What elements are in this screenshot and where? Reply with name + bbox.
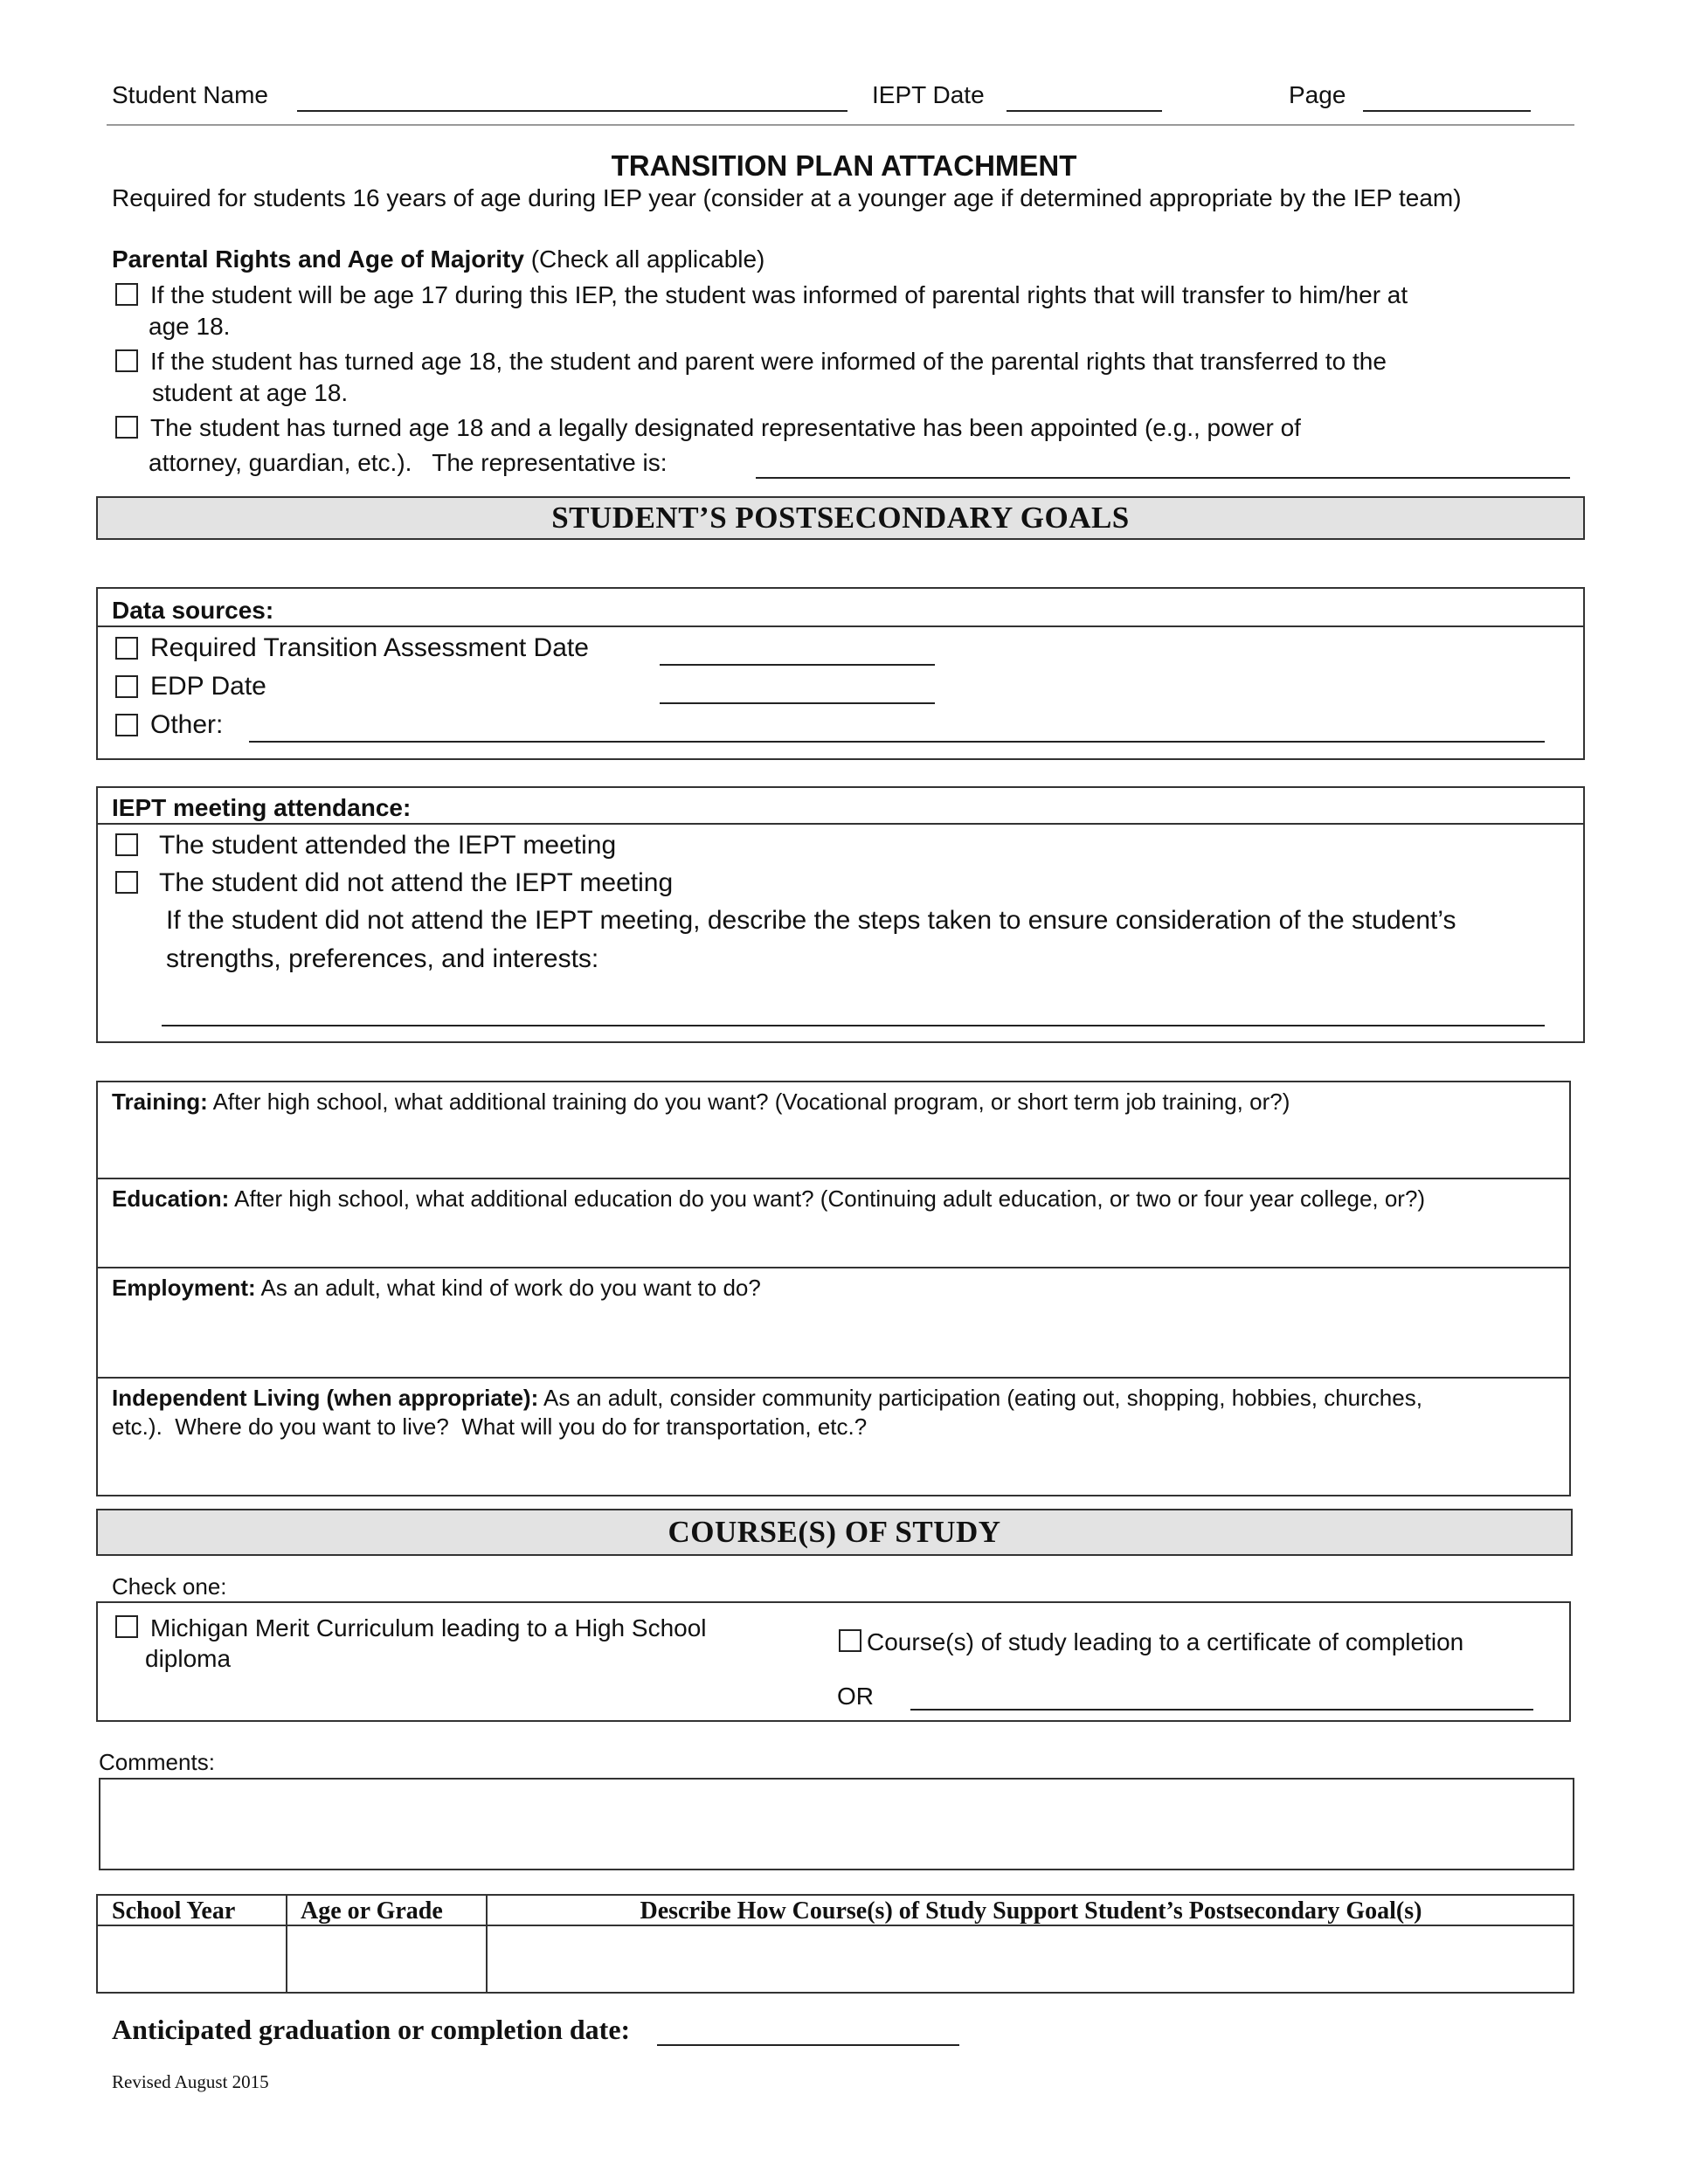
checkbox-student-attended[interactable] bbox=[115, 833, 138, 856]
parental-rights-heading bbox=[112, 245, 764, 274]
student-attended-label: The student attended the IEPT meeting bbox=[159, 831, 617, 860]
comments-label: Comments: bbox=[99, 1749, 215, 1775]
comments-field[interactable] bbox=[99, 1778, 1574, 1870]
check-one-label: Check one: bbox=[112, 1573, 227, 1600]
transition-assessment-label: Required Transition Assessment Date bbox=[150, 633, 589, 662]
iept-date-field[interactable] bbox=[1007, 110, 1162, 112]
graduation-label: Anticipated graduation or completion date: bbox=[112, 2014, 631, 2045]
goals-divider-1 bbox=[96, 1178, 1571, 1179]
certificate-completion-label: Course(s) of study leading to a certificate of completion bbox=[867, 1628, 1464, 1655]
checkbox-representative-appointed[interactable] bbox=[115, 416, 138, 439]
age-17-text-line1: If the student will be age 17 during this IEP, the student was informed of parental rights that will transfer to him/her at bbox=[150, 281, 1408, 308]
student-name-field[interactable] bbox=[297, 110, 847, 112]
goal-training[interactable] bbox=[112, 1088, 1290, 1116]
checkbox-certificate-completion[interactable] bbox=[839, 1629, 861, 1652]
goal-independent-living[interactable] bbox=[112, 1384, 1422, 1412]
age-18-text-line2: student at age 18. bbox=[152, 379, 349, 406]
col-header-school-year: School Year bbox=[112, 1897, 236, 1925]
representative-name-field[interactable] bbox=[756, 477, 1570, 479]
other-source-label: Other: bbox=[150, 710, 224, 739]
goals-divider-3 bbox=[96, 1377, 1571, 1379]
checkbox-transition-assessment[interactable] bbox=[115, 637, 138, 660]
checkbox-age-17-informed[interactable] bbox=[115, 283, 138, 306]
goal-independent-living-label: Independent Living (when appropriate): bbox=[112, 1385, 539, 1411]
col-header-describe: Describe How Course(s) of Study Support Student’s Postsecondary Goal(s) bbox=[640, 1897, 1422, 1925]
data-sources-heading: Data sources: bbox=[112, 597, 274, 624]
attendance-describe-line2: strengths, preferences, and interests: bbox=[166, 944, 599, 973]
goal-independent-living-text2: etc.). Where do you want to live? What will you do for transportation, etc.? bbox=[112, 1413, 868, 1440]
attendance-divider bbox=[96, 823, 1585, 825]
edp-date-label: EDP Date bbox=[150, 672, 266, 701]
checkbox-student-not-attended[interactable] bbox=[115, 871, 138, 894]
goal-employment[interactable] bbox=[112, 1274, 761, 1302]
page-title: TRANSITION PLAN ATTACHMENT bbox=[611, 149, 1077, 182]
goal-education-label: Education: bbox=[112, 1185, 230, 1212]
goal-education-text: After high school, what additional education do you want? (Continuing adult education, or two or four year college, or?) bbox=[234, 1185, 1426, 1212]
page-subtitle: Required for students 16 years of age during IEP year (consider at a younger age if determined appropriate by the IEP team) bbox=[112, 184, 1462, 211]
cell-describe[interactable] bbox=[488, 1926, 1573, 1992]
parental-rights-note: (Check all applicable) bbox=[530, 245, 765, 273]
data-sources-divider bbox=[96, 625, 1585, 627]
graduation-date-field[interactable] bbox=[657, 2044, 959, 2046]
goal-independent-living-text: As an adult, consider community participation (eating out, shopping, hobbies, churches, bbox=[543, 1385, 1422, 1411]
attendance-describe-line1: If the student did not attend the IEPT meeting, describe the steps taken to ensure consideration of the student’s bbox=[166, 906, 1456, 935]
checkbox-edp-date[interactable] bbox=[115, 675, 138, 698]
page-field[interactable] bbox=[1363, 110, 1531, 112]
cell-age-grade[interactable] bbox=[287, 1926, 486, 1992]
goals-divider-2 bbox=[96, 1267, 1571, 1268]
cell-school-year[interactable] bbox=[98, 1926, 286, 1992]
goal-education[interactable] bbox=[112, 1185, 1425, 1213]
revised-footer: Revised August 2015 bbox=[112, 2071, 269, 2092]
attendance-describe-field[interactable] bbox=[162, 1025, 1545, 1026]
header-divider bbox=[107, 124, 1574, 126]
checkbox-michigan-merit[interactable] bbox=[115, 1615, 138, 1638]
age-18-text-line1: If the student has turned age 18, the student and parent were informed of the parental rights that transferred to the bbox=[150, 348, 1387, 375]
course-of-study-banner: COURSE(S) OF STUDY bbox=[96, 1509, 1573, 1556]
other-source-field[interactable] bbox=[249, 741, 1545, 743]
goal-training-label: Training: bbox=[112, 1089, 208, 1115]
goal-employment-text: As an adult, what kind of work do you want to do? bbox=[260, 1275, 761, 1301]
edp-date-field[interactable] bbox=[660, 702, 935, 704]
data-sources-box bbox=[96, 587, 1585, 760]
student-name-label: Student Name bbox=[112, 81, 268, 108]
col-header-age-grade: Age or Grade bbox=[301, 1897, 443, 1925]
course-other-field[interactable] bbox=[910, 1709, 1533, 1711]
checkbox-other-source[interactable] bbox=[115, 714, 138, 736]
postsecondary-goals-banner: STUDENT’S POSTSECONDARY GOALS bbox=[96, 496, 1585, 540]
age-17-text-line2: age 18. bbox=[149, 313, 231, 340]
attendance-heading: IEPT meeting attendance: bbox=[112, 794, 412, 821]
checkbox-age-18-informed[interactable] bbox=[115, 349, 138, 372]
michigan-merit-line2: diploma bbox=[145, 1645, 232, 1672]
student-not-attended-label: The student did not attend the IEPT meeting bbox=[159, 868, 674, 897]
representative-text-line2: attorney, guardian, etc.). The representative is: bbox=[149, 449, 668, 476]
iept-date-label: IEPT Date bbox=[872, 81, 985, 108]
transition-assessment-date-field[interactable] bbox=[660, 664, 935, 666]
representative-text-line1: The student has turned age 18 and a legally designated representative has been appointed (e.g., power of bbox=[150, 414, 1301, 441]
page-label: Page bbox=[1289, 81, 1346, 108]
or-label: OR bbox=[837, 1683, 874, 1710]
michigan-merit-line1: Michigan Merit Curriculum leading to a High School bbox=[150, 1614, 707, 1641]
goal-training-text: After high school, what additional training do you want? (Vocational program, or short term job training, or?) bbox=[212, 1089, 1290, 1115]
goal-employment-label: Employment: bbox=[112, 1275, 256, 1301]
parental-rights-title: Parental Rights and Age of Majority bbox=[112, 245, 524, 273]
